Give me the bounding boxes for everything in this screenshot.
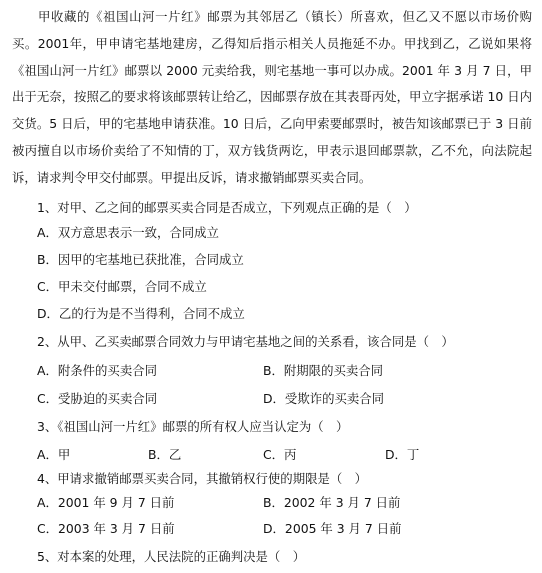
question-3-option-c: C．丙 bbox=[263, 447, 297, 462]
question-4-stem: 4、甲请求撤销邮票买卖合同，其撤销权行使的期限是（ ） bbox=[37, 471, 368, 486]
question-2-stem: 2、从甲、乙买卖邮票合同效力与甲请宅基地之间的关系看，该合同是（ ） bbox=[37, 334, 454, 349]
question-1-option-b: B．因甲的宅基地已获批准，合同成立 bbox=[37, 252, 244, 267]
question-2-option-c: C．受胁迫的买卖合同 bbox=[37, 391, 158, 406]
case-passage: 甲收藏的《祖国山河一片红》邮票为其邻居乙（镇长）所喜欢，但乙又不愿以市场价购买。2001年，甲申请宅基地建房，乙得知后指示相关人员拖延不办。甲找到乙，乙说如果将《祖国山河一片红》邮票以 2000 元卖给我，则宅基地一事可以办成。2001 年 3 月 7 日，甲出于无奈，按照乙的要求将该邮票转让给乙，因邮票存放在其表哥丙处，甲立字据承诺 10 日内交货。5 日后，甲的宅基地申请获准。10 日后，乙向甲索要邮票时，被告知该邮票已于 3 日前被丙擅自以市场价卖给了不知情的丁，双方钱货两讫，甲表示退回邮票款，乙不允，向法院起诉，请求判令甲交付邮票。甲提出反诉，请求撤销邮票买卖合同。 bbox=[12, 9, 532, 185]
question-4-option-d: D．2005 年 3 月 7 日前 bbox=[263, 521, 402, 536]
question-4-option-a: A．2001 年 9 月 7 日前 bbox=[37, 495, 175, 510]
question-2-option-d: D．受欺诈的买卖合同 bbox=[263, 391, 385, 406]
question-3-option-a: A．甲 bbox=[37, 447, 71, 462]
question-5-stem: 5、对本案的处理，人民法院的正确判决是（ ） bbox=[37, 549, 306, 564]
question-4-option-b: B．2002 年 3 月 7 日前 bbox=[263, 495, 401, 510]
question-2-option-a: A．附条件的买卖合同 bbox=[37, 363, 157, 378]
question-3-option-d: D．丁 bbox=[385, 447, 420, 462]
question-2-option-b: B．附期限的买卖合同 bbox=[263, 363, 384, 378]
question-3-option-b: B．乙 bbox=[148, 447, 182, 462]
question-1-option-a: A．双方意思表示一致，合同成立 bbox=[37, 225, 219, 240]
question-1-option-d: D．乙的行为是不当得利，合同不成立 bbox=[37, 306, 245, 321]
question-1-stem: 1、对甲、乙之间的邮票买卖合同是否成立，下列观点正确的是（ ） bbox=[37, 200, 417, 215]
question-1-option-c: C．甲未交付邮票，合同不成立 bbox=[37, 279, 207, 294]
question-3-stem: 3、《祖国山河一片红》邮票的所有权人应当认定为（ ） bbox=[37, 419, 349, 434]
question-4-option-c: C．2003 年 3 月 7 日前 bbox=[37, 521, 175, 536]
